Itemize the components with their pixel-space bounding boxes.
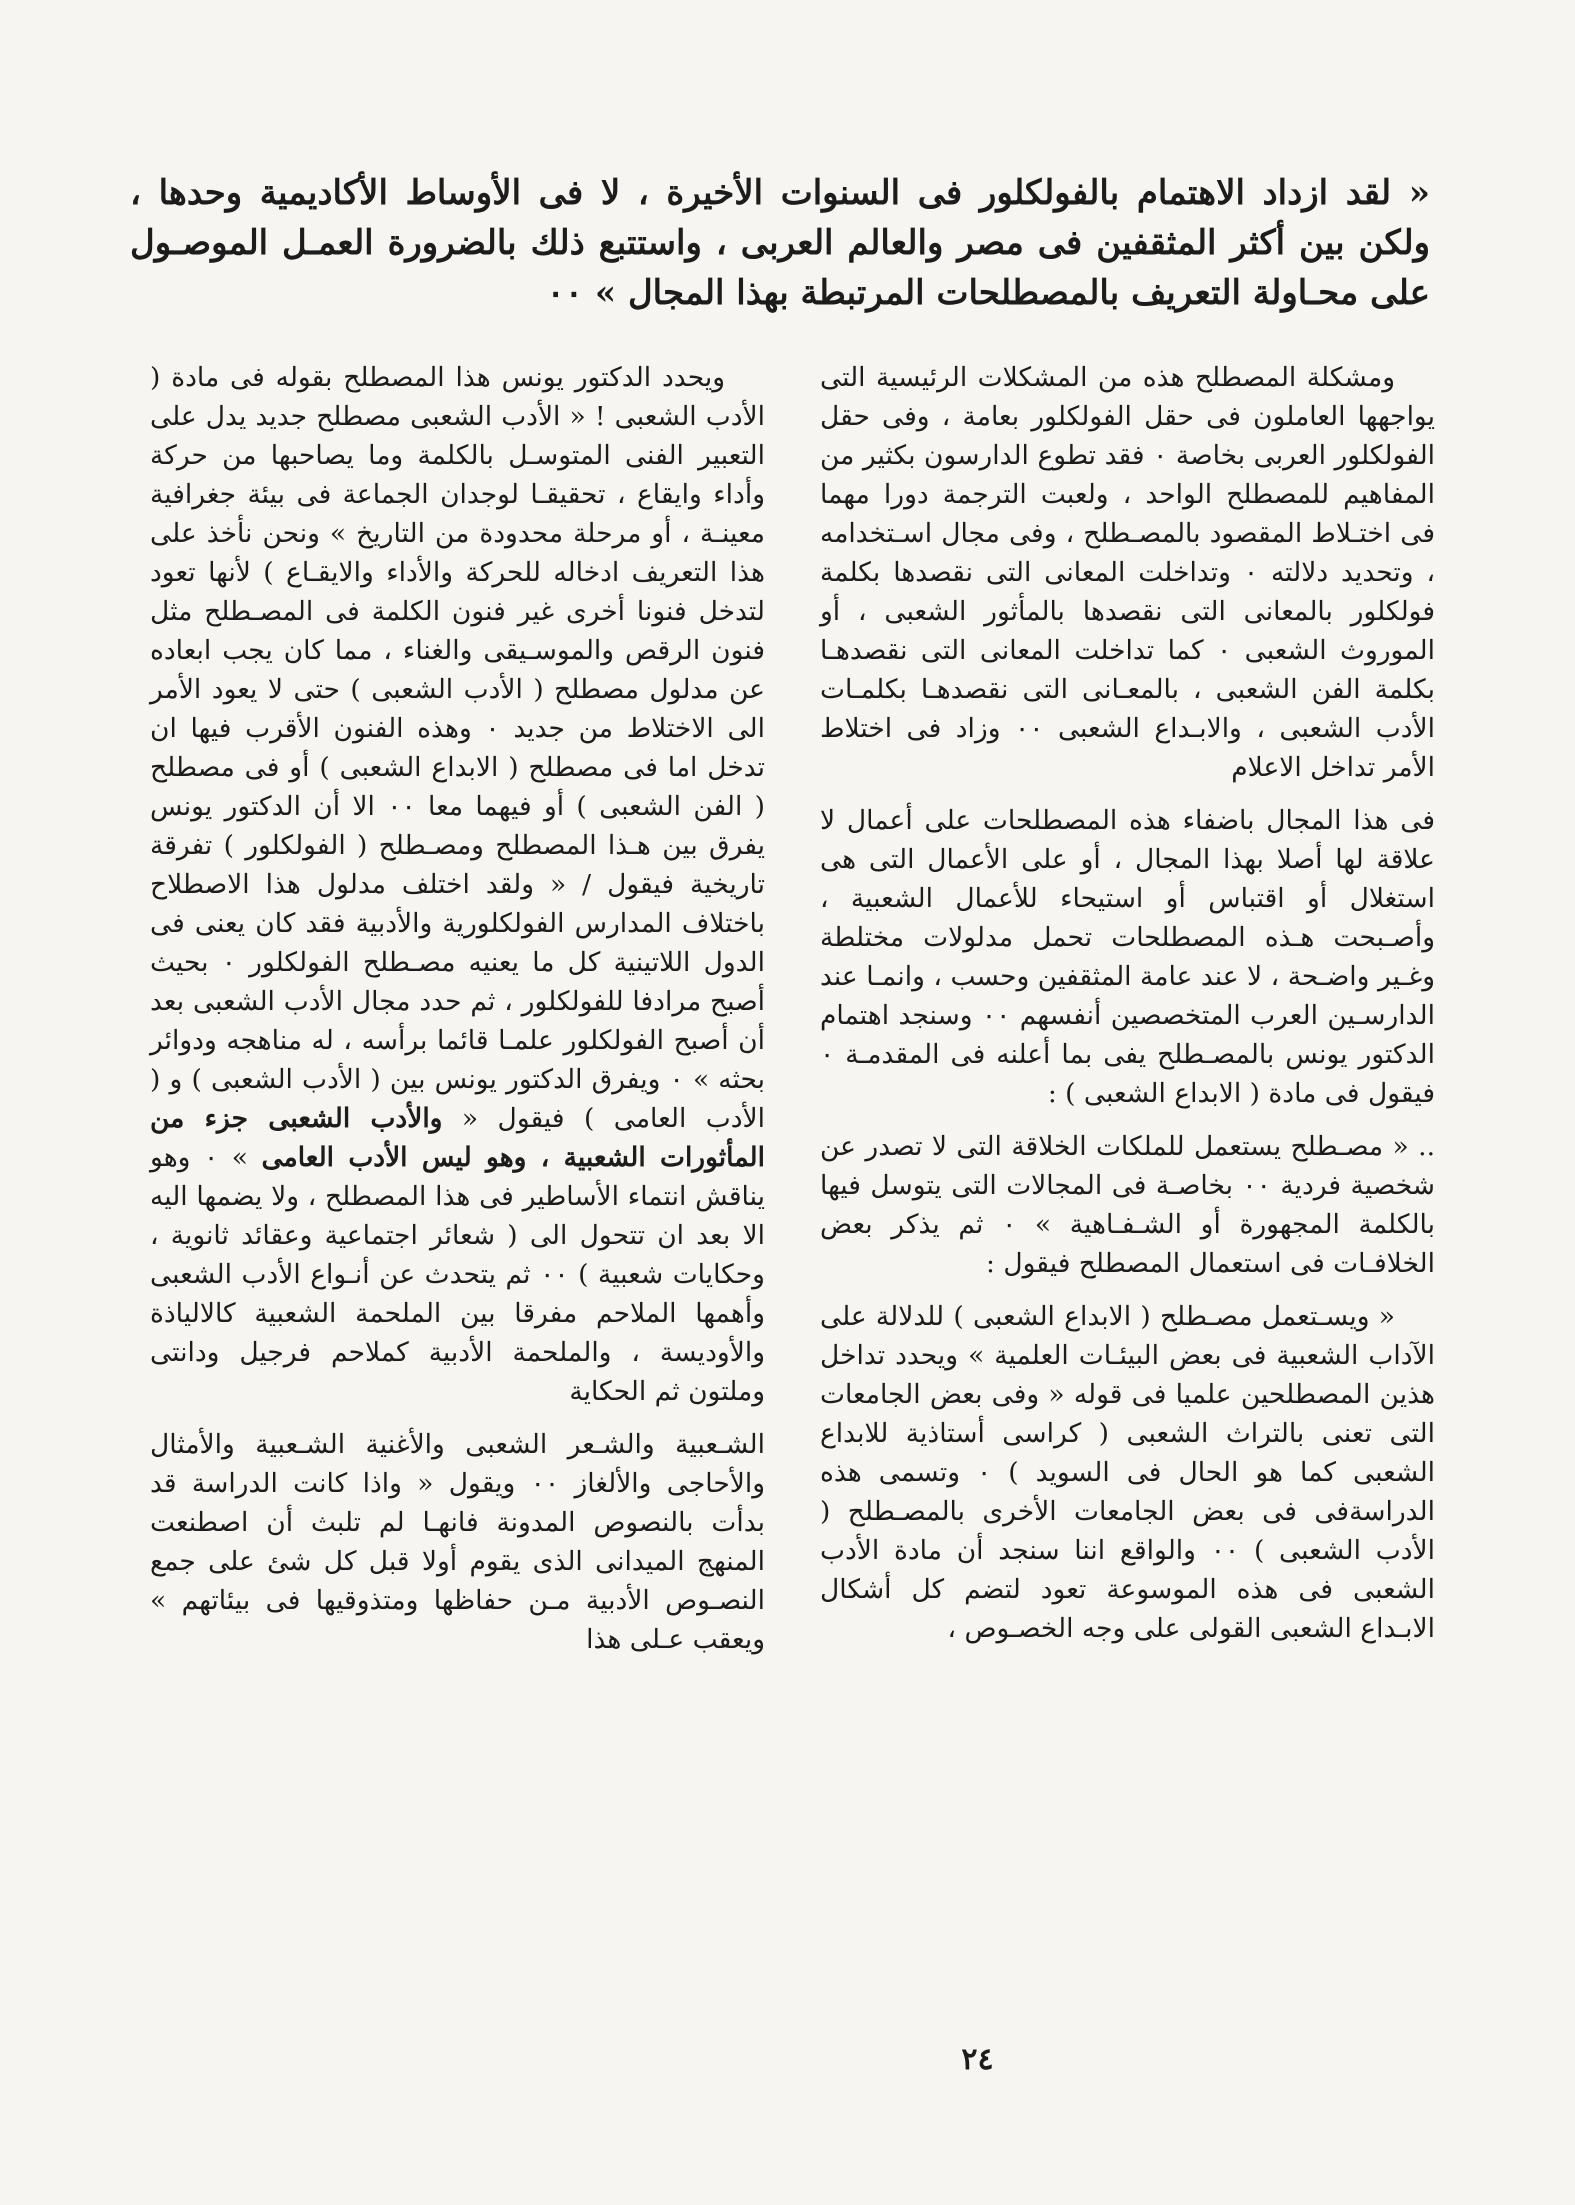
right-paragraph-1: ومشكلة المصطلح هذه من المشكلات الرئيسية التى يواجهها العاملون فى حقل الفولكلور بعامة ، وفى حقل الفولكلور العربى بخاصة ٠ فقد تطوع الدارسون بكثير من المفاهيم للمصطلح الواحد ، ولعبت الترجمة دورا مهما فى اختـلاط المقصود بالمصـطلح ، وفى مجال اسـتخدامه ، وتحديد دلالته ٠ وتداخلت المعانى التى نقصدها بكلمة فولكلور بالمعانى التى نقصدها بالمأثور الشعبى ، أو الموروث الشعبى ٠ كما تداخلت المعانى التى نقصدهـا بكلمة الفن الشعبى ، بالمعـانى التى نقصدهـا بكلمـات الأدب الشعبى ، والابـداع الشعبى ٠٠ وزاد فى اختلاط الأمر تداخل الاعلام [820, 362, 1436, 783]
right-paragraph-2: فى هذا المجال باضفاء هذه المصطلحات على أعمال لا علاقة لها أصلا بهذا المجال ، أو على الأعمال التى هى استغلال أو اقتباس أو استيحاء للأعمال الشعبية ، وأصـبحت هـذه المصطلحات تحمل مدلولات مختلطة وغـير واضـحة ، لا عند عامة المثقفين وحسب ، وانمـا عند الدارسـين العرب المتخصصين أنفسهم ٠٠ وسنجد اهتمام الدكتور يونس بالمصـطلح يفى بما أعلنه فى المقدمـة ٠ فيقول فى مادة ( الابداع الشعبى ) : [820, 805, 1435, 1109]
page-number-container [0, 2042, 1575, 2077]
left-paragraph-1-text-a: ويحدد الدكتور يونس هذا المصطلح بقوله فى مادة ( الأدب الشعبى ! « الأدب الشعبى مصطلح جديد يدل على التعبير الفنى المتوسـل بالكلمة وما يصاحبها من حركة وأداء وايقاع ، تحقيقـا لوجدان الجماعة فى بيئة جغرافية معينـة ، أو مرحلة محدودة من التاريخ » ونحن نأخذ على هذا التعريف ادخاله للحركة والأداء والايقـاع ) لأنها تعود لتدخل فنونا أخرى غير فنون الكلمة فى المصـطلح مثل فنون الرقص والموسـيقى والغناء ، مما كان يجب ابعاده عن مدلول مصطلح ( الأدب الشعبى ) حتى لا يعود الأمر الى الاختلاط من جديد ٠ وهذه الفنون الأقرب فيها ان تدخل اما فى مصطلح ( الابداع الشعبى ) أو فى مصطلح ( الفن الشعبى ) أو فيهما معا ٠٠ الا أن الدكتور يونس يفرق بين هـذا المصطلح ومصـطلح ( الفولكلور ) تفرقة تاريخية فيقول / « ولقد اختلف مدلول هذا الاصطلاح باختلاف المدارس الفولكلورية والأدبية فقد كان يعنى فى الدول اللاتينية كل ما يعنيه مصـطلح الفولكلور ٠ بحيث أصبح مرادفا للفولكلور ، ثم حدد مجال الأدب الشعبى بعد أن أصبح الفولكلور علمـا قائما برأسه ، له مناهجه ودوائر بحثه » ٠ ويفرق الدكتور يونس بين ( الأدب الشعبى ) و ( الأدب العامى ) فيقول « [150, 362, 765, 1134]
intro-quote: « لقد ازداد الاهتمام بالفولكلور فى السنوات الأخيرة ، لا فى الأوساط الأكاديمية وحدها ، ولكن بين أكثر المثقفين فى مصر والعالم العربى ، واستتبع ذلك بالضرورة العمـل الموصـول على محـاولة التعريف بالمصطلحات المرتبطة بهذا المجال » ٠٠ [130, 173, 1430, 313]
right-column [820, 358, 1435, 1660]
right-paragraph-4: « ويسـتعمل مصـطلح ( الابداع الشعبى ) للدلالة على الآداب الشعبية فى بعض البيئـات العلمية » ويحدد تداخل هذين المصطلحين علميا فى قوله « وفى بعض الجامعات التى تعنى بالتراث الشعبى ( كراسى أستاذية للابداع الشعبى كما هو الحال فى السويد ) ٠ وتسمى هذه الدراسةفى فى بعض الجامعات الأخرى بالمصـطلح ( الأدب الشعبى ) ٠٠ والواقع اننا سنجد أن مادة الأدب الشعبى فى هذه الموسوعة تعود لتضم كل أشكال الابـداع الشعبى القولى على وجه الخصـوص ، [820, 1301, 1436, 1644]
left-paragraph-1 [150, 358, 765, 1411]
right-paragraph-3: .. « مصـطلح يستعمل للملكات الخلاقة التى لا تصدر عن شخصية فردية ٠٠ بخاصـة فى المجالات التى يتوسل فيها بالكلمة المجهورة أو الشـفـاهية » ٠ ثم يذكر بعض الخلافـات فى استعمال المصطلح فيقول : [820, 1131, 1435, 1279]
left-column [150, 358, 765, 1671]
left-paragraph-1-emphasis: والأدب الشعبى جزء من المأثورات الشعبية ، وهو ليس الأدب العامى [150, 1103, 765, 1173]
left-paragraph-2: الشـعبية والشـعر الشعبى والأغنية الشـعبية والأمثال والأحاجى والألغاز ٠٠ ويقول « واذا كانت الدراسة قد بدأت بالنصوص المدونة فانهـا لم تلبث أن اصطنعت المنهج الميدانى الذى يقوم أولا قبل كل شئ على جمع النصـوص الأدبية مـن حفاظها ومتذوقيها فى بيئاتهم » ويعقب عـلى هذا [150, 1429, 765, 1655]
page-number: ٢٤ [961, 2042, 994, 2077]
left-paragraph-1-text-b: » ٠ وهو يناقش انتماء الأساطير فى هذا المصطلح ، ولا يضمها اليه الا بعد ان تتحول الى ( شعائر اجتماعية وعقائد ثانوية ، وحكايات شعبية ) ٠٠ ثم يتحدث عن أنـواع الأدب الشعبى وأهمها الملاحم مفرقا بين الملحمة الشعبية كالالياذة والأوديسة ، والملحمة الأدبية كملاحم فرجيل ودانتى وملتون ثم الحكاية [150, 1142, 765, 1407]
